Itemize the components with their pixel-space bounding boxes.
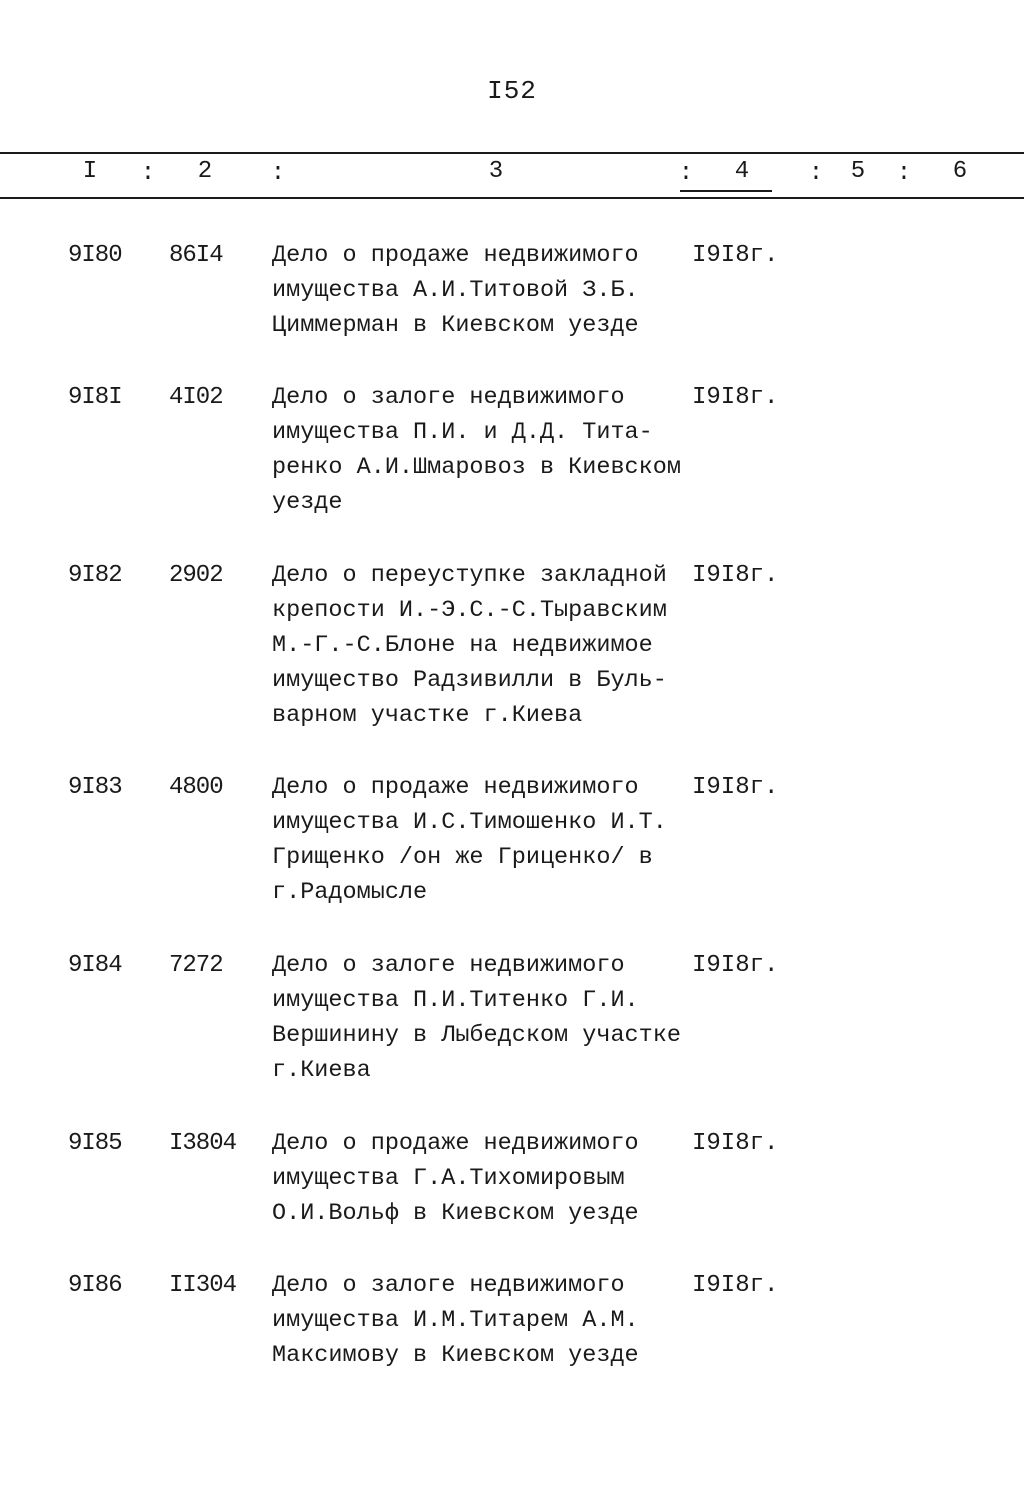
file-number: 2902: [169, 562, 223, 589]
description-line: Дело о залоге недвижимого: [272, 384, 625, 411]
header-bottom-rule: [0, 197, 1024, 199]
file-number: 4800: [169, 774, 223, 801]
entry-number: 9I84: [68, 952, 122, 979]
description-line: Максимову в Киевском уезде: [272, 1342, 639, 1369]
entry-description: [272, 948, 681, 1088]
description-line: г.Киева: [272, 1057, 371, 1084]
entry-year: I9I8г.: [692, 384, 779, 411]
description-line: О.И.Вольф в Киевском уезде: [272, 1200, 639, 1227]
header-top-rule: [0, 152, 1024, 154]
description-line: имущества И.С.Тимошенко И.Т.: [272, 809, 667, 836]
entry-number: 9I86: [68, 1272, 122, 1299]
table-row: [0, 558, 1024, 770]
description-line: М.-Г.-С.Блоне на недвижимое: [272, 632, 653, 659]
description-line: имущества П.И.Титенко Г.И.: [272, 987, 639, 1014]
file-number: 86I4: [169, 242, 223, 269]
header-separator-1: :: [140, 160, 156, 187]
description-line: Дело о залоге недвижимого: [272, 952, 625, 979]
entry-number: 9I8I: [68, 384, 122, 411]
entry-year: I9I8г.: [692, 774, 779, 801]
file-number: 4I02: [169, 384, 223, 411]
description-line: Дело о залоге недвижимого: [272, 1272, 625, 1299]
column-header-5: 5: [850, 158, 866, 185]
table-row: [0, 1268, 1024, 1410]
header-separator-2: :: [270, 160, 286, 187]
description-line: варном участке г.Киева: [272, 702, 583, 729]
table-row: [0, 380, 1024, 558]
description-line: ренко А.И.Шмаровоз в Киевском: [272, 454, 681, 481]
description-line: г.Радомысле: [272, 879, 428, 906]
entry-description: [272, 238, 639, 343]
header-separator-4: :: [808, 160, 824, 187]
column-header-1: I: [82, 158, 98, 185]
description-line: Вершинину в Лыбедском участке: [272, 1022, 681, 1049]
file-number: II304: [169, 1272, 237, 1299]
inventory-table-body: [0, 238, 1024, 1410]
entry-year: I9I8г.: [692, 1130, 779, 1157]
table-row: [0, 238, 1024, 380]
entry-description: [272, 770, 667, 910]
entry-number: 9I83: [68, 774, 122, 801]
description-line: Дело о переуступке закладной: [272, 562, 667, 589]
table-row: [0, 770, 1024, 948]
description-line: Грищенко /он же Гриценко/ в: [272, 844, 653, 871]
description-line: имущества А.И.Титовой З.Б.: [272, 277, 639, 304]
entry-description: [272, 558, 667, 733]
header-separator-5: :: [896, 160, 912, 187]
entry-description: [272, 1126, 639, 1231]
description-line: Дело о продаже недвижимого: [272, 774, 639, 801]
file-number: 7272: [169, 952, 223, 979]
entry-year: I9I8г.: [692, 1272, 779, 1299]
file-number: I3804: [169, 1130, 237, 1157]
column-header-3: 3: [488, 158, 504, 185]
table-row: [0, 948, 1024, 1126]
description-line: Дело о продаже недвижимого: [272, 1130, 639, 1157]
entry-year: I9I8г.: [692, 952, 779, 979]
description-line: крепости И.-Э.С.-С.Тыравским: [272, 597, 667, 624]
header-separator-3: :: [678, 160, 694, 187]
entry-year: I9I8г.: [692, 562, 779, 589]
header-underline-mark: [680, 190, 772, 192]
entry-number: 9I85: [68, 1130, 122, 1157]
entry-description: [272, 1268, 639, 1373]
description-line: имущества П.И. и Д.Д. Тита-: [272, 419, 653, 446]
table-row: [0, 1126, 1024, 1268]
page-number: I52: [487, 76, 537, 106]
description-line: Циммерман в Киевском уезде: [272, 312, 639, 339]
entry-number: 9I80: [68, 242, 122, 269]
description-line: Дело о продаже недвижимого: [272, 242, 639, 269]
column-header-6: 6: [952, 158, 968, 185]
description-line: имущества И.М.Титарем А.М.: [272, 1307, 639, 1334]
description-line: уезде: [272, 489, 343, 516]
entry-number: 9I82: [68, 562, 122, 589]
entry-year: I9I8г.: [692, 242, 779, 269]
column-header-4: 4: [734, 158, 750, 185]
column-header-2: 2: [197, 158, 213, 185]
description-line: имущества Г.А.Тихомировым: [272, 1165, 625, 1192]
entry-description: [272, 380, 681, 520]
description-line: имущество Радзивилли в Буль-: [272, 667, 667, 694]
